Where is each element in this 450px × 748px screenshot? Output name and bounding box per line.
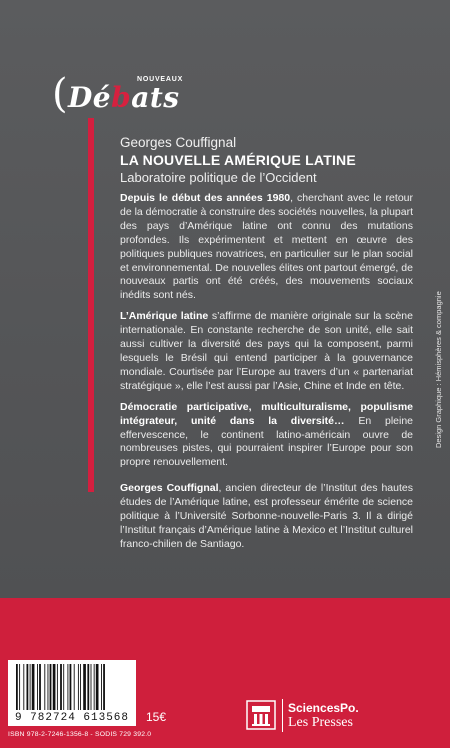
barcode [8,660,136,726]
logo-word [68,81,180,114]
book-title: LA NOUVELLE AMÉRIQUE LATINE [120,152,356,168]
barcode-digits: 9 782724 613568 [14,712,130,724]
book-subtitle: Laboratoire politique de l’Occident [120,170,317,185]
paragraph-1-lead: Depuis le début des années 1980 [120,192,291,204]
price: 15€ [146,710,167,724]
paragraph-3 [120,401,413,471]
paragraph-2-text: s’affirme de manière originale sur la scène internationale. En constante recherche de son unité, elle sait aussi cultiver la diversité des pays qui la composent, parmi lesquels le Brésil qui entend participer à la gouvernance mondiale. Courtisée par l’Europe au travers d’un « partenariat stratégique », elle l’est aussi par l’Asie, Chine et Inde en tête. [120,310,413,392]
back-cover-text [120,134,413,559]
logo-word-end: ats [131,81,180,114]
publisher-crest-icon [246,700,276,730]
paragraph-3-lead: Démocratie participative, multiculturalisme, populisme intégrateur, unité dans la diversité… [120,400,413,427]
author-name: Georges Couffignal [120,135,237,150]
author-bio-lead: Georges Couffignal [120,482,219,495]
publisher-subname: Les Presses [288,715,353,730]
design-credit: Design Graphique : Hémisphères & compagnie [434,291,443,448]
author-bio [120,482,413,552]
logo-word-accent: b [111,81,132,114]
publisher-name: SciencesPo. [288,701,359,715]
paragraph-2-lead: L’Amérique latine [120,310,209,323]
publisher-divider [282,699,283,732]
paragraph-1 [120,192,413,303]
paragraph-2 [120,310,413,393]
barcode-bars-icon [14,664,130,712]
isbn-line: ISBN 978-2-7246-1356-8 - SODIS 729 392.0 [8,731,152,738]
logo-word-start: Dé [68,81,112,114]
paragraph-3-text: En pleine effervescence, le continent latino-américain ouvre de nombreuses pistes, qui pourraient inspirer l’Europe pour son propre renouvellement. [120,414,414,469]
paragraph-1-text: , cherchant avec le retour de la démocratie à construire des sociétés nouvelles, la plupart des pays d’Amérique latine ont connu des mutations profondes. Ils expérimentent et mettent en œuvre des politiques publiques novatrices, en particulier sur le plan social et environnemental. De nouvelles élites ont partout émergé, de nouveaux partis ont été créés, des mouvements sociaux inédits sont nés. [120,192,413,302]
author-bio-text: , ancien directeur de l’Institut des hautes études de l’Amérique latine, est professeur émérite de science politique à l’Université Sorbonne-nouvelle-Paris 3. Il a dirigé l’Institut français d’Amérique latine à Mexico et l’Institut culturel franco-chilien de Santiago. [120,482,413,550]
red-vertical-bar [88,118,94,492]
series-logo [52,71,202,126]
logo-parenthesis: ( [52,71,68,117]
logo-small-label: NOUVEAUX [137,76,184,83]
